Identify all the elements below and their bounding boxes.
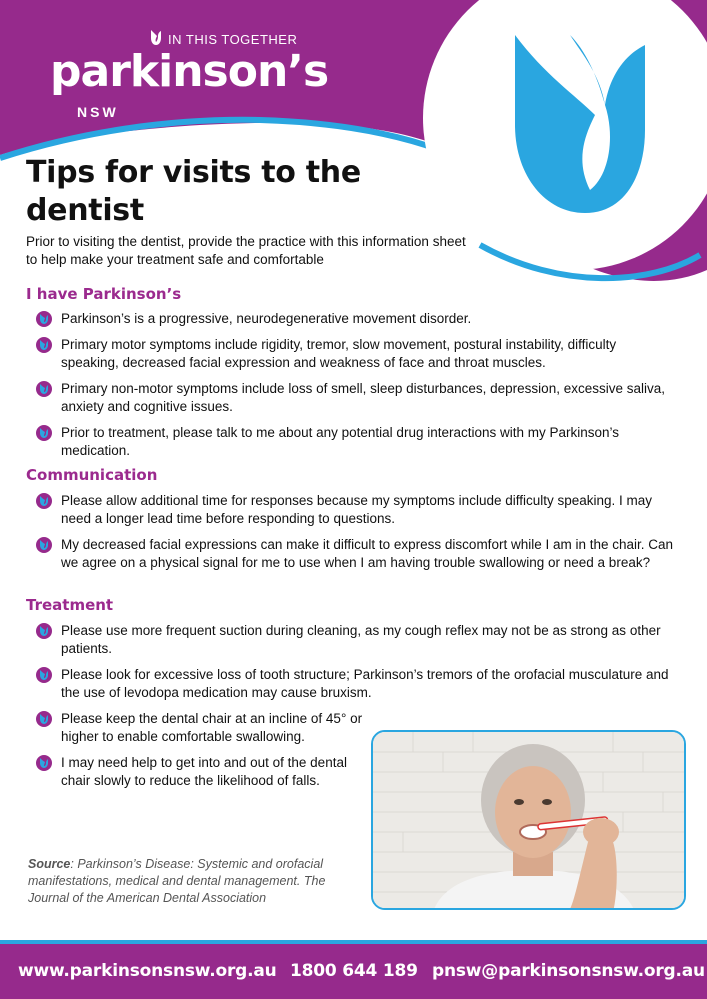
list-item-text: Prior to treatment, please talk to me about any potential drug interactions with my Parkinson’s medication. bbox=[61, 425, 620, 458]
logo-tulip-icon bbox=[505, 35, 645, 215]
section-heading-treatment: Treatment bbox=[26, 596, 114, 614]
list-item bbox=[36, 536, 676, 572]
list-item-text: Parkinson’s is a progressive, neurodegenerative movement disorder. bbox=[61, 311, 472, 326]
list-item bbox=[36, 310, 676, 328]
list-item bbox=[36, 710, 366, 746]
source-citation bbox=[28, 856, 358, 907]
page-title: Tips for visits to the dentist bbox=[26, 155, 361, 228]
tulip-bullet-icon bbox=[36, 425, 52, 441]
tulip-bullet-icon bbox=[36, 337, 52, 353]
brand-region: NSW bbox=[77, 104, 119, 120]
tulip-bullet-icon bbox=[36, 381, 52, 397]
source-text: : Parkinson’s Disease: Systemic and orofacial manifestations, medical and dental management. The Journal of the American Dental Association bbox=[28, 857, 326, 905]
list-item bbox=[36, 336, 676, 372]
list-parkinsons bbox=[36, 310, 676, 468]
list-item bbox=[36, 424, 676, 460]
list-item-text: Please look for excessive loss of tooth structure; Parkinson’s tremors of the orofacial musculature and the use of levodopa medication may cause bruxism. bbox=[61, 667, 669, 700]
list-item-text: Please keep the dental chair at an incline of 45° or higher to enable comfortable swallowing. bbox=[61, 711, 363, 744]
section-heading-communication: Communication bbox=[26, 466, 158, 484]
list-item bbox=[36, 380, 676, 416]
list-item bbox=[36, 492, 676, 528]
source-label: Source bbox=[28, 857, 71, 871]
footer-website-link[interactable]: www.parkinsonsnsw.org.au bbox=[18, 961, 277, 981]
list-item-text: Please use more frequent suction during cleaning, as my cough reflex may not be as strong as other patients. bbox=[61, 623, 661, 656]
list-item bbox=[36, 622, 676, 658]
tulip-bullet-icon bbox=[36, 623, 52, 639]
list-item bbox=[36, 666, 676, 702]
list-item-text: Please allow additional time for responses because my symptoms include difficulty speaking. I may need a longer lead time before responding to questions. bbox=[61, 493, 653, 526]
list-communication bbox=[36, 492, 676, 580]
brand-name: parkinson’s bbox=[50, 46, 329, 97]
list-treatment-narrow bbox=[36, 710, 366, 798]
photo-illustration bbox=[373, 732, 686, 910]
footer-bar bbox=[0, 940, 707, 999]
list-item-text: My decreased facial expressions can make it difficult to express discomfort while I am in the chair. Can we agree on a physical signal for me to use when I am having trouble swallowing or need a break? bbox=[61, 537, 674, 570]
tulip-bullet-icon bbox=[36, 667, 52, 683]
tulip-bullet-icon bbox=[36, 755, 52, 771]
photo-woman-brushing-teeth bbox=[371, 730, 686, 910]
list-item-text: Primary motor symptoms include rigidity, tremor, slow movement, postural instability, difficulty speaking, decreased facial expression and weakness of face and throat muscles. bbox=[61, 337, 617, 370]
list-item-text: I may need help to get into and out of the dental chair slowly to reduce the likelihood of falls. bbox=[61, 755, 347, 788]
footer-phone[interactable]: 1800 644 189 bbox=[290, 961, 418, 981]
tulip-bullet-icon bbox=[36, 711, 52, 727]
section-heading-parkinsons: I have Parkinson’s bbox=[26, 285, 182, 303]
brand-tagline: IN THIS TOGETHER bbox=[168, 32, 298, 47]
footer-email-link[interactable]: pnsw@parkinsonsnsw.org.au bbox=[432, 961, 705, 981]
intro-text: Prior to visiting the dentist, provide the practice with this information sheet to help make your treatment safe and comfortable bbox=[26, 234, 466, 267]
list-item bbox=[36, 754, 366, 790]
list-item-text: Primary non-motor symptoms include loss of smell, sleep disturbances, depression, excessive saliva, anxiety and cognitive issues. bbox=[61, 381, 665, 414]
tulip-mark-icon bbox=[150, 30, 162, 46]
tulip-bullet-icon bbox=[36, 311, 52, 327]
list-treatment-wide bbox=[36, 622, 676, 710]
tulip-bullet-icon bbox=[36, 493, 52, 509]
tulip-bullet-icon bbox=[36, 537, 52, 553]
